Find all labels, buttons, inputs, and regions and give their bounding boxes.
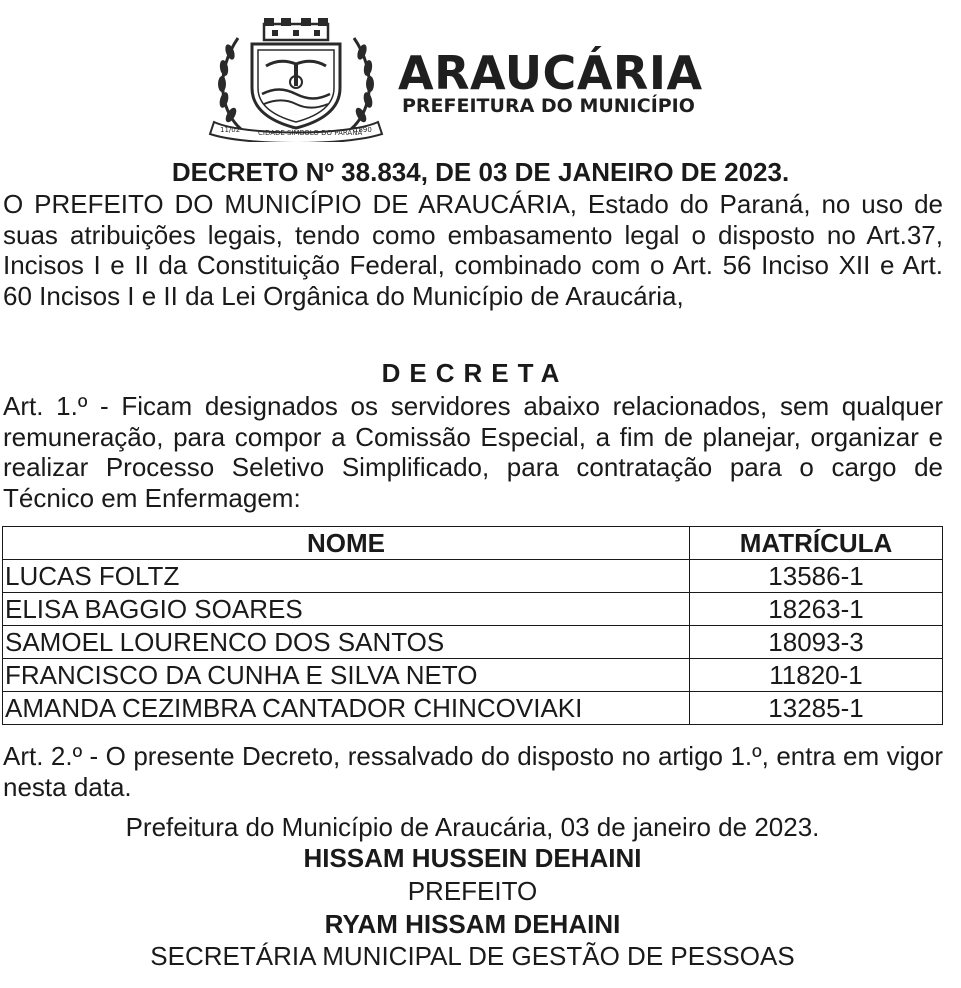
- signatory-name-secretary: RYAM HISSAM DEHAINI: [324, 909, 621, 939]
- signatory-role-mayor: PREFEITO: [407, 876, 538, 906]
- article-2: Art. 2.º - O presente Decreto, ressalvado do disposto no artigo 1.º, entra em vigor nesta data.: [3, 741, 943, 802]
- table-row: [3, 692, 943, 725]
- table-row: [3, 626, 943, 659]
- place-and-date: Prefeitura do Município de Araucária, 03 de janeiro de 2023.: [125, 812, 820, 842]
- cell-matricula: 18263-1: [690, 593, 943, 626]
- page-header: [0, 0, 961, 150]
- servants-table: [2, 526, 943, 725]
- brand-block: [398, 46, 703, 117]
- decreta-heading: DECRETA: [381, 358, 569, 388]
- cell-name: AMANDA CEZIMBRA CANTADOR CHINCOVIAKI: [3, 692, 690, 725]
- cell-matricula: 13586-1: [690, 560, 943, 593]
- cell-name: ELISA BAGGIO SOARES: [3, 593, 690, 626]
- table-row: [3, 659, 943, 692]
- article-1: Art. 1.º - Ficam designados os servidores abaixo relacionados, sem qualquer remuneração, para compor a Comissão Especial, a fim de planejar, organizar e realizar Processo Seletivo Simplificado, para contratação para o cargo de Técnico em Enfermagem:: [3, 391, 943, 513]
- cell-name: LUCAS FOLTZ: [3, 560, 690, 593]
- cell-matricula: 13285-1: [690, 692, 943, 725]
- column-header-matricula: MATRÍCULA: [690, 527, 943, 560]
- signatory-role-secretary: SECRETÁRIA MUNICIPAL DE GESTÃO DE PESSOAS: [150, 941, 795, 971]
- cell-matricula: 11820-1: [690, 659, 943, 692]
- brand-name: ARAUCÁRIA: [398, 46, 703, 100]
- table-header-row: [3, 527, 943, 560]
- column-header-nome: NOME: [3, 527, 690, 560]
- crest-year-left: 11/02: [220, 126, 241, 134]
- decree-preamble: O PREFEITO DO MUNICÍPIO DE ARAUCÁRIA, Estado do Paraná, no uso de suas atribuições legais, tendo como embasamento legal o disposto no Art.37, Incisos I e II da Constituição Federal, combinado com o Art. 56 Inciso XII e Art. 60 Incisos I e II da Lei Orgânica do Município de Araucária,: [3, 189, 943, 311]
- cell-name: FRANCISCO DA CUNHA E SILVA NETO: [3, 659, 690, 692]
- cell-name: SAMOEL LOURENCO DOS SANTOS: [3, 626, 690, 659]
- table-row: [3, 560, 943, 593]
- crest-year-right: 1890: [354, 126, 372, 134]
- brand-subtitle: PREFEITURA DO MUNICÍPIO: [402, 95, 695, 117]
- table-row: [3, 593, 943, 626]
- crest-motto: CIDADE SÍMBOLO DO PARANÁ: [258, 129, 363, 137]
- municipal-crest-logo: [208, 18, 384, 142]
- signatory-name-mayor: HISSAM HUSSEIN DEHAINI: [303, 843, 642, 873]
- decree-title: DECRETO Nº 38.834, DE 03 DE JANEIRO DE 2023.: [171, 157, 790, 187]
- cell-matricula: 18093-3: [690, 626, 943, 659]
